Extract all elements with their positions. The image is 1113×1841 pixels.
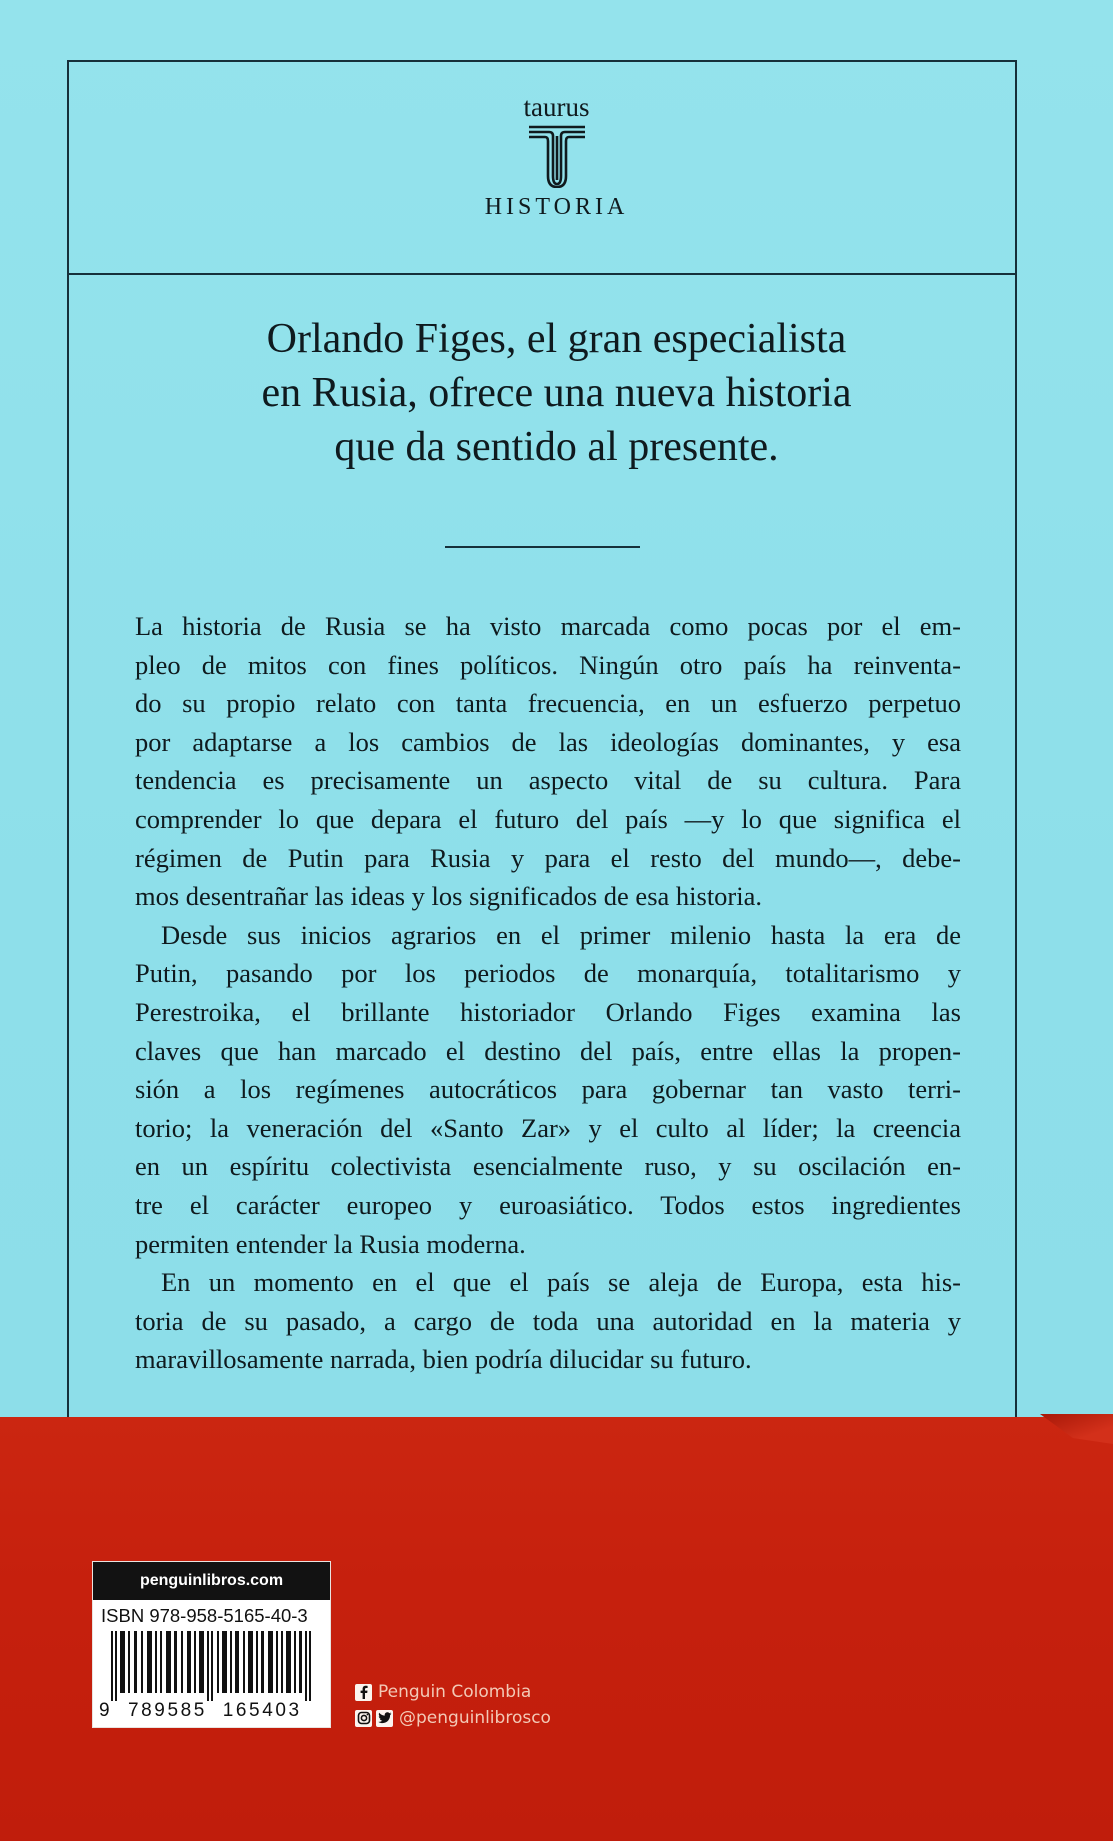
text-line: mos desentrañar las ideas y los significados de esa historia. [135,881,763,912]
synopsis-paragraph-1 [135,607,961,916]
publisher-website[interactable]: penguinlibros.com [93,1562,330,1600]
barcode-icon [101,1631,323,1701]
synopsis-paragraph-2 [135,916,961,1263]
text-line: permiten entender la Rusia moderna. [135,1228,526,1259]
barcode-digit-prefix: 9 [99,1700,113,1721]
text-line: régimen de Putin para Rusia y para el resto del mundo—, debe- [135,842,961,873]
tagline-line: que da sentido al presente. [334,424,779,470]
isbn-barcode-block [93,1562,330,1727]
tagline [0,312,1113,474]
text-line: pleo de mitos con fines políticos. Ningún otro país ha reinventa- [135,649,961,680]
imprint-name: taurus [523,92,590,122]
text-line: Perestroika, el brillante historiador Orlando Figes examina las [135,996,961,1027]
text-line: Desde sus inicios agrarios en el primer milenio hasta la era de [161,919,961,950]
text-line: tre el carácter europeo y euroasiático. Todos estos ingredientes [135,1189,961,1220]
text-line: por adaptarse a los cambios de las ideologías dominantes, y esa [135,726,961,757]
barcode-digits [99,1700,327,1722]
text-line: La historia de Rusia se ha visto marcada como pocas por el em- [135,611,961,641]
handles-link[interactable] [355,1706,551,1730]
taurus-t-logo-icon [527,124,587,188]
tagline-line: Orlando Figes, el gran especialista [266,316,847,362]
text-line: en un espíritu colectivista esencialmente ruso, y su oscilación en- [135,1151,961,1182]
frame-divider [67,273,1017,275]
collection-name: HISTORIA [484,194,629,220]
barcode-digits-left: 789585 [127,1700,207,1721]
facebook-link[interactable] [355,1680,551,1704]
isbn-label: ISBN 978-958-5165-40-3 [101,1605,308,1626]
synopsis-paragraph-3 [135,1263,961,1379]
twitter-icon [376,1710,393,1727]
text-line: toria de su pasado, a cargo de toda una autoridad en la materia y [135,1305,961,1336]
text-line: do su propio relato con tanta frecuencia, en un esfuerzo perpetuo [135,688,961,719]
text-line: sión a los regímenes autocráticos para gobernar tan vasto terri- [135,1074,961,1105]
barcode-digits-right: 165403 [222,1700,302,1721]
tagline-line: en Rusia, ofrece una nueva historia [261,370,852,416]
publisher-logo [0,92,1113,221]
text-line: comprender lo que depara el futuro del país —y lo que significa el [135,803,961,834]
text-line: tendencia es precisamente un aspecto vital de su cultura. Para [135,765,961,796]
text-line: claves que han marcado el destino del país, entre ellas la propen- [135,1035,961,1066]
instagram-icon [355,1710,372,1727]
synopsis [135,607,961,1379]
facebook-icon [355,1684,372,1701]
handle-label: @penguinlibrosco [399,1708,551,1728]
section-rule [445,546,640,548]
text-line: torio; la veneración del «Santo Zar» y el culto al líder; la creencia [135,1112,961,1143]
text-line: maravillosamente narrada, bien podría dilucidar su futuro. [135,1344,752,1375]
facebook-label: Penguin Colombia [378,1682,532,1702]
text-line: Putin, pasando por los periodos de monarquía, totalitarismo y [135,958,961,989]
social-links [355,1680,551,1732]
text-line: En un momento en el que el país se aleja de Europa, esta his- [161,1267,961,1298]
